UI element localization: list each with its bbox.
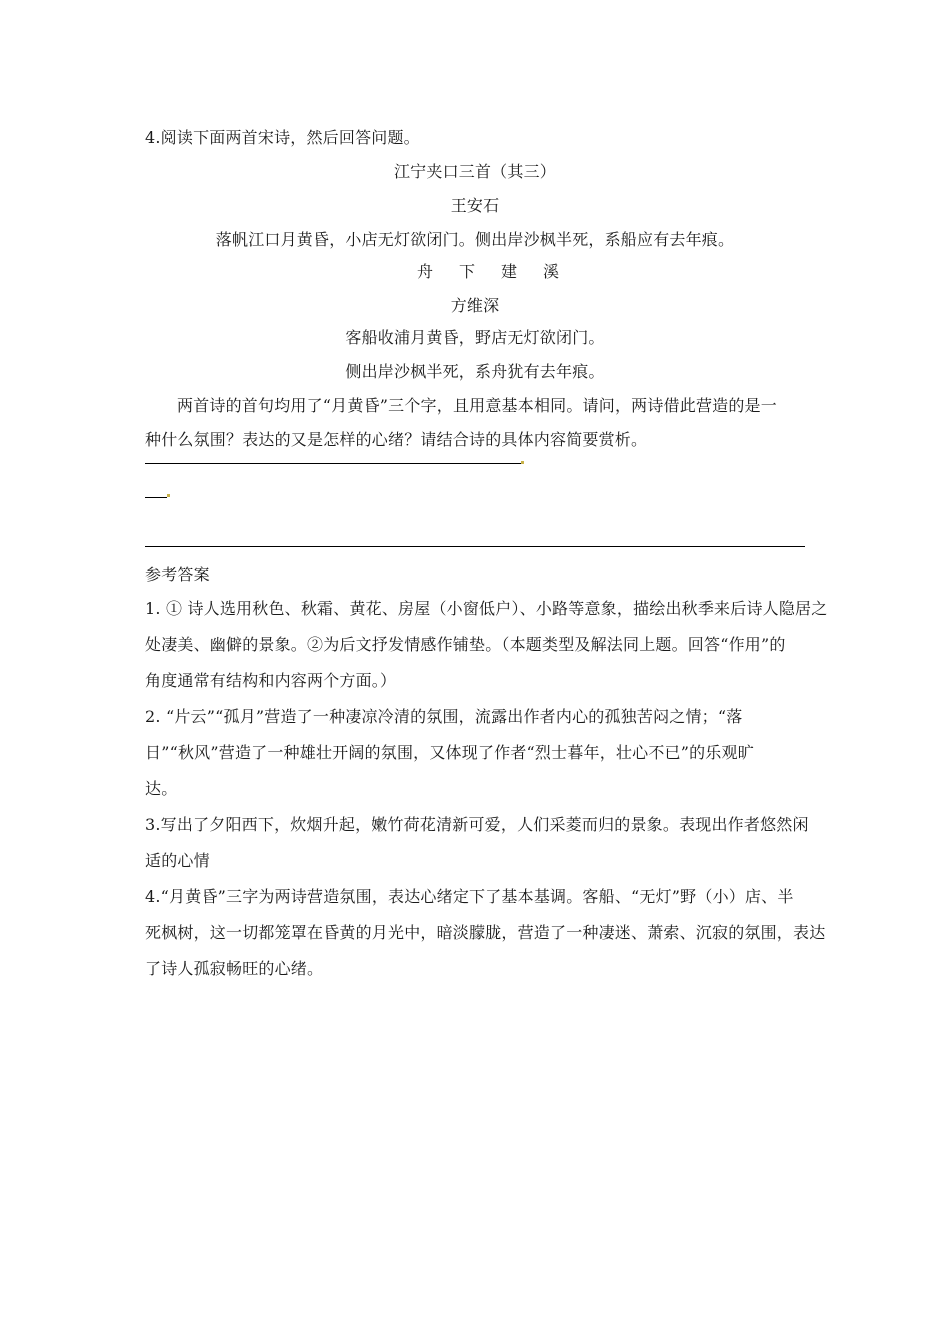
answer-blank-line — [145, 463, 522, 464]
answer-4-line1: 4.“月黄昏”三字为两诗营造氛围，表达心绪定下了基本基调。客船、“无灯”野（小）店、半 — [145, 887, 794, 906]
question-prompt: 4.阅读下面两首宋诗，然后回答问题。 — [145, 128, 420, 147]
question-ask-line1: 两首诗的首句均用了“月黄昏”三个字，且用意基本相同。请问，两诗借此营造的是一 — [177, 396, 777, 415]
poem2-author: 方维深 — [450, 296, 500, 315]
poem1-author: 王安石 — [450, 196, 500, 215]
answer-4-line3: 了诗人孤寂畅旺的心绪。 — [145, 959, 324, 978]
answer-2-line3: 达。 — [145, 779, 178, 798]
editor-mark — [167, 494, 170, 497]
editor-mark — [521, 461, 524, 464]
answer-1-line1: 1. ① 诗人选用秋色、秋霜、黄花、房屋（小窗低户）、小路等意象，描绘出秋季来后诗人隐居之 — [145, 599, 828, 618]
answer-2-line2: 日”“秋风”营造了一种雄壮开阔的氛围，又体现了作者“烈士暮年，壮心不已”的乐观旷 — [145, 743, 754, 762]
answer-1-line3: 角度通常有结构和内容两个方面。） — [145, 671, 397, 690]
poem2-title: 舟下建溪 — [416, 262, 585, 281]
answer-2-line1: 2. “片云”“孤月”营造了一种凄凉冷清的氛围，流露出作者内心的孤独苦闷之情；“落 — [145, 707, 743, 726]
poem2-line2: 侧出岸沙枫半死，系舟犹有去年痕。 — [345, 362, 605, 381]
answer-4-line2: 死枫树，这一切都笼罩在昏黄的月光中，暗淡朦胧，营造了一种凄迷、萧索、沉寂的氛围，表达 — [145, 923, 826, 942]
section-divider — [145, 546, 805, 547]
poem1-text: 落帆江口月黄昏，小店无灯欲闭门。侧出岸沙枫半死，系船应有去年痕。 — [215, 230, 735, 249]
poem2-line1: 客船收浦月黄昏，野店无灯欲闭门。 — [345, 328, 605, 347]
answer-3-line1: 3.写出了夕阳西下，炊烟升起，嫩竹荷花清新可爱，人们采菱而归的景象。表现出作者悠然闲 — [145, 815, 809, 834]
question-ask-line2: 种什么氛围？表达的又是怎样的心绪？请结合诗的具体内容简要赏析。 — [145, 430, 648, 449]
answer-3-line2: 适的心情 — [145, 851, 210, 870]
answer-1-line2: 处凄美、幽僻的景象。②为后文抒发情感作铺垫。（本题类型及解法同上题。回答“作用”的 — [145, 635, 786, 654]
answer-blank-short-line — [145, 497, 167, 498]
poem1-title: 江宁夹口三首（其三） — [393, 162, 556, 181]
answers-heading: 参考答案 — [145, 565, 210, 584]
